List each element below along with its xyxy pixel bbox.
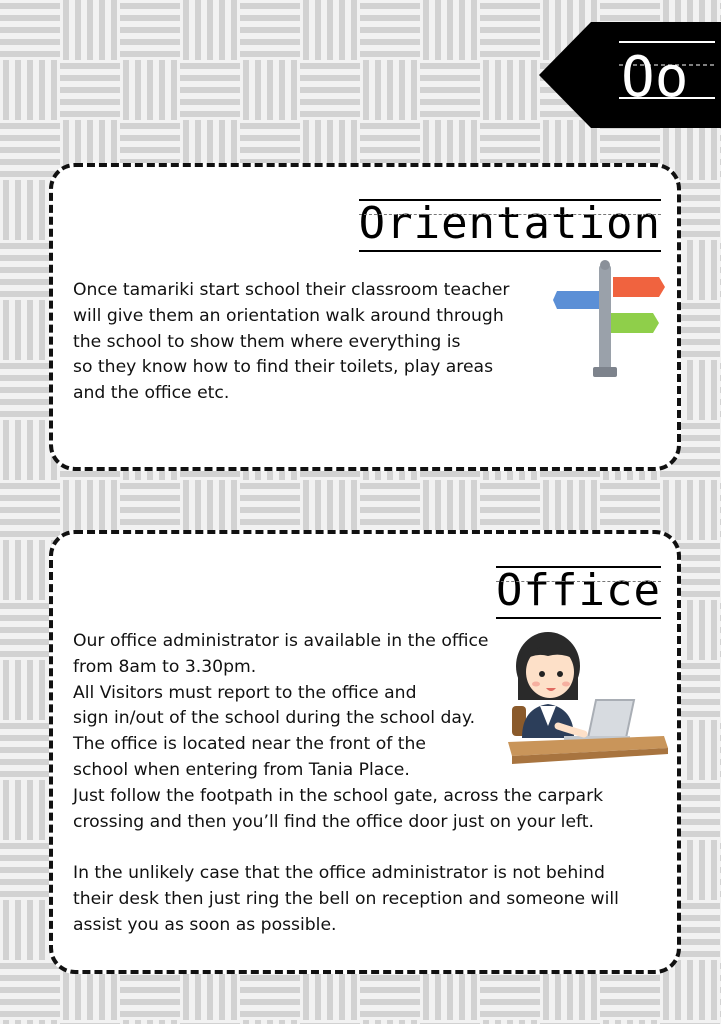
office-line: sign in/out of the school during the school day.	[73, 708, 476, 729]
letter-text: Oo	[621, 45, 689, 110]
office-line: Just follow the footpath in the school gate, across the carpark	[73, 785, 604, 806]
orientation-line: so they know how to find their toilets, play areas	[73, 357, 494, 378]
office-line: Our office administrator is available in the office	[73, 631, 489, 651]
office-line: their desk then just ring the bell on reception and someone will	[73, 888, 619, 909]
orientation-title: Orientation	[359, 199, 661, 252]
paragraph-spacer	[73, 835, 619, 861]
orientation-line: will give them an orientation walk around through	[73, 305, 504, 326]
office-line: from 8am to 3.30pm.	[73, 656, 257, 677]
office-worker-icon	[508, 626, 668, 768]
office-line: In the unlikely case that the office administrator is not behind	[73, 863, 605, 884]
orientation-card	[49, 163, 681, 471]
office-line: The office is located near the front of the	[73, 734, 426, 755]
orientation-line: the school to show them where everything is	[73, 331, 461, 352]
office-line: crossing and then you’ll find the office door just on your left.	[73, 811, 594, 832]
office-title: Office	[496, 566, 661, 619]
office-line: assist you as soon as possible.	[73, 914, 337, 935]
orientation-line: and the office etc.	[73, 383, 230, 404]
signpost-icon	[553, 259, 665, 381]
orientation-body	[73, 278, 510, 407]
office-line: All Visitors must report to the office and	[73, 682, 417, 703]
orientation-line: Once tamariki start school their classroom teacher	[73, 280, 510, 300]
letter-tab	[539, 22, 721, 128]
office-line: school when entering from Tania Place.	[73, 759, 410, 780]
office-card	[49, 530, 681, 974]
